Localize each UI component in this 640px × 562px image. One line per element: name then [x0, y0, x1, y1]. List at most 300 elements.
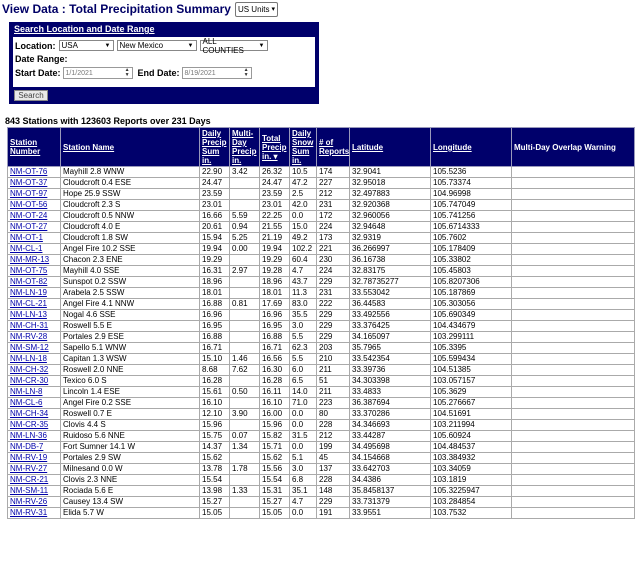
cell-daily-snow: 0.0: [290, 211, 317, 222]
cell-multiday-precip: 3.42: [230, 167, 260, 178]
cell-overlap-warning: [512, 453, 635, 464]
cell-longitude: 105.5236: [431, 167, 512, 178]
cell-longitude: 103.284854: [431, 497, 512, 508]
cell-daily-snow: 3.0: [290, 321, 317, 332]
units-select[interactable]: [235, 2, 278, 17]
cell-multiday-precip: 0.00: [230, 244, 260, 255]
cell-multiday-precip: [230, 508, 260, 519]
cell-multiday-precip: [230, 475, 260, 486]
cell-station-name: Chacon 2.3 ENE: [61, 255, 200, 266]
cell-latitude: 33.553042: [350, 288, 431, 299]
cell-daily-snow: 4.7: [290, 266, 317, 277]
cell-total-precip: 15.05: [260, 508, 290, 519]
cell-overlap-warning: [512, 167, 635, 178]
cell-station-number[interactable]: NM-OT-1: [8, 233, 61, 244]
cell-daily-snow: 10.5: [290, 167, 317, 178]
table-row: [8, 321, 635, 332]
cell-overlap-warning: [512, 200, 635, 211]
cell-station-name: Sunspot 0.2 SSW: [61, 277, 200, 288]
table-row: [8, 255, 635, 266]
cell-daily-precip: 23.59: [200, 189, 230, 200]
table-row: [8, 497, 635, 508]
cell-latitude: 33.9551: [350, 508, 431, 519]
cell-total-precip: 15.82: [260, 431, 290, 442]
cell-longitude: 103.211994: [431, 420, 512, 431]
cell-total-precip: 21.55: [260, 222, 290, 233]
cell-latitude: 32.920368: [350, 200, 431, 211]
table-row: [8, 310, 635, 321]
cell-longitude: 104.51691: [431, 409, 512, 420]
cell-daily-snow: 4.7: [290, 497, 317, 508]
cell-station-name: Texico 6.0 S: [61, 376, 200, 387]
county-select-value: ALL COUNTIES: [202, 36, 244, 55]
cell-total-precip: 16.71: [260, 343, 290, 354]
cell-daily-snow: 3.0: [290, 464, 317, 475]
cell-station-name: Roswell 2.0 NNE: [61, 365, 200, 376]
cell-total-precip: 22.25: [260, 211, 290, 222]
cell-num-reports: 45: [317, 453, 350, 464]
cell-latitude: 36.266997: [350, 244, 431, 255]
start-date-input[interactable]: [63, 67, 133, 79]
cell-station-number[interactable]: NM-CH-31: [8, 321, 61, 332]
cell-longitude: 105.187869: [431, 288, 512, 299]
cell-total-precip: 16.96: [260, 310, 290, 321]
cell-station-name: Cloudcroft 4.0 E: [61, 222, 200, 233]
cell-overlap-warning: [512, 376, 635, 387]
cell-station-number[interactable]: NM-CR-30: [8, 376, 61, 387]
table-row: [8, 266, 635, 277]
end-date-input[interactable]: [182, 67, 252, 79]
cell-overlap-warning: [512, 277, 635, 288]
cell-num-reports: 203: [317, 343, 350, 354]
cell-daily-precip: 15.62: [200, 453, 230, 464]
cell-longitude: 105.3225947: [431, 486, 512, 497]
table-row: [8, 464, 635, 475]
cell-station-number[interactable]: NM-CR-35: [8, 420, 61, 431]
table-row: [8, 178, 635, 189]
cell-num-reports: 211: [317, 365, 350, 376]
cell-num-reports: 191: [317, 508, 350, 519]
table-row: [8, 376, 635, 387]
cell-station-number[interactable]: NM-CL-1: [8, 244, 61, 255]
cell-latitude: 33.370286: [350, 409, 431, 420]
cell-station-number[interactable]: NM-RV-27: [8, 464, 61, 475]
cell-longitude: 105.7602: [431, 233, 512, 244]
cell-multiday-precip: 0.81: [230, 299, 260, 310]
cell-total-precip: 19.28: [260, 266, 290, 277]
cell-num-reports: 224: [317, 266, 350, 277]
cell-station-number[interactable]: NM-DB-7: [8, 442, 61, 453]
cell-multiday-precip: [230, 376, 260, 387]
cell-station-number[interactable]: NM-RV-26: [8, 497, 61, 508]
cell-total-precip: 15.56: [260, 464, 290, 475]
cell-station-name: Sapello 5.1 WNW: [61, 343, 200, 354]
cell-longitude: 105.60924: [431, 431, 512, 442]
cell-num-reports: 229: [317, 332, 350, 343]
table-row: [8, 189, 635, 200]
cell-latitude: 32.497883: [350, 189, 431, 200]
location-label: Location:: [15, 40, 56, 51]
cell-daily-precip: 22.90: [200, 167, 230, 178]
cell-num-reports: 211: [317, 387, 350, 398]
cell-overlap-warning: [512, 321, 635, 332]
header-latitude[interactable]: Latitude: [350, 128, 431, 167]
cell-multiday-precip: [230, 310, 260, 321]
cell-latitude: 35.7965: [350, 343, 431, 354]
table-row: [8, 508, 635, 519]
results-summary: 843 Stations with 123603 Reports over 231 Days: [5, 116, 211, 126]
cell-daily-snow: 43.7: [290, 277, 317, 288]
cell-station-number[interactable]: NM-OT-97: [8, 189, 61, 200]
cell-longitude: 103.1819: [431, 475, 512, 486]
cell-station-number[interactable]: NM-OT-76: [8, 167, 61, 178]
header-daily-snow[interactable]: Daily Snow Sum in.: [290, 128, 317, 167]
cell-latitude: 32.94648: [350, 222, 431, 233]
cell-daily-snow: 83.0: [290, 299, 317, 310]
cell-overlap-warning: [512, 233, 635, 244]
cell-multiday-precip: [230, 453, 260, 464]
cell-daily-precip: 15.96: [200, 420, 230, 431]
cell-longitude: 103.057157: [431, 376, 512, 387]
cell-station-number[interactable]: NM-RV-28: [8, 332, 61, 343]
cell-total-precip: 16.11: [260, 387, 290, 398]
cell-daily-snow: 0.0: [290, 508, 317, 519]
cell-overlap-warning: [512, 288, 635, 299]
cell-latitude: 33.642703: [350, 464, 431, 475]
cell-station-number[interactable]: NM-OT-75: [8, 266, 61, 277]
cell-total-precip: 19.29: [260, 255, 290, 266]
search-panel: [9, 22, 319, 104]
cell-daily-snow: 42.0: [290, 200, 317, 211]
cell-station-name: Cloudcroft 1.8 SW: [61, 233, 200, 244]
cell-station-name: Causey 13.4 SW: [61, 497, 200, 508]
table-row: [8, 475, 635, 486]
cell-station-name: Elida 5.7 W: [61, 508, 200, 519]
cell-station-name: Nogal 4.6 SSE: [61, 310, 200, 321]
cell-overlap-warning: [512, 431, 635, 442]
cell-longitude: 104.51385: [431, 365, 512, 376]
cell-station-name: Cloudcroft 2.3 S: [61, 200, 200, 211]
cell-daily-snow: 49.2: [290, 233, 317, 244]
table-row: [8, 288, 635, 299]
cell-longitude: 105.599434: [431, 354, 512, 365]
cell-num-reports: 229: [317, 277, 350, 288]
header-station-number[interactable]: Station Number: [8, 128, 61, 167]
header-station-name[interactable]: Station Name: [61, 128, 200, 167]
cell-daily-precip: 16.88: [200, 332, 230, 343]
cell-daily-snow: 0.0: [290, 409, 317, 420]
cell-longitude: 105.276667: [431, 398, 512, 409]
cell-num-reports: 230: [317, 255, 350, 266]
cell-overlap-warning: [512, 244, 635, 255]
cell-daily-snow: 5.5: [290, 354, 317, 365]
cell-station-name: Roswell 0.7 E: [61, 409, 200, 420]
cell-num-reports: 173: [317, 233, 350, 244]
cell-latitude: 32.83175: [350, 266, 431, 277]
cell-num-reports: 227: [317, 178, 350, 189]
cell-daily-snow: 35.1: [290, 486, 317, 497]
cell-daily-snow: 102.2: [290, 244, 317, 255]
cell-multiday-precip: 0.94: [230, 222, 260, 233]
cell-daily-precip: 18.01: [200, 288, 230, 299]
cell-daily-snow: 35.5: [290, 310, 317, 321]
cell-station-number[interactable]: NM-MR-13: [8, 255, 61, 266]
cell-num-reports: 172: [317, 211, 350, 222]
cell-daily-precip: 16.28: [200, 376, 230, 387]
cell-num-reports: 231: [317, 288, 350, 299]
cell-total-precip: 18.01: [260, 288, 290, 299]
state-select[interactable]: [117, 40, 197, 51]
cell-daily-snow: 62.3: [290, 343, 317, 354]
table-row: [8, 354, 635, 365]
cell-station-number[interactable]: NM-CR-21: [8, 475, 61, 486]
cell-total-precip: 17.69: [260, 299, 290, 310]
cell-overlap-warning: [512, 255, 635, 266]
cell-daily-precip: 19.29: [200, 255, 230, 266]
cell-station-number[interactable]: NM-SM-11: [8, 486, 61, 497]
cell-overlap-warning: [512, 178, 635, 189]
cell-station-name: Hope 25.9 SSW: [61, 189, 200, 200]
cell-num-reports: 174: [317, 167, 350, 178]
table-row: [8, 343, 635, 354]
table-row: [8, 211, 635, 222]
spinner-icon[interactable]: ▲ ▼: [243, 67, 249, 78]
table-row: [8, 222, 635, 233]
cell-num-reports: 137: [317, 464, 350, 475]
cell-total-precip: 24.47: [260, 178, 290, 189]
cell-latitude: 34.346693: [350, 420, 431, 431]
cell-latitude: 32.95018: [350, 178, 431, 189]
cell-multiday-precip: [230, 200, 260, 211]
cell-daily-precip: 15.54: [200, 475, 230, 486]
cell-longitude: 103.7532: [431, 508, 512, 519]
cell-daily-precip: 15.75: [200, 431, 230, 442]
cell-station-number[interactable]: NM-OT-56: [8, 200, 61, 211]
cell-daily-snow: 6.8: [290, 475, 317, 486]
cell-station-name: Portales 2.9 SW: [61, 453, 200, 464]
cell-longitude: 105.303056: [431, 299, 512, 310]
cell-overlap-warning: [512, 409, 635, 420]
cell-longitude: 105.73374: [431, 178, 512, 189]
cell-num-reports: 228: [317, 475, 350, 486]
cell-multiday-precip: 1.33: [230, 486, 260, 497]
cell-daily-precip: 16.10: [200, 398, 230, 409]
precipitation-table: [7, 127, 635, 519]
cell-latitude: 32.960056: [350, 211, 431, 222]
cell-station-name: Cloudcroft 0.5 NNW: [61, 211, 200, 222]
table-row: [8, 486, 635, 497]
cell-station-name: Mayhill 4.0 SSE: [61, 266, 200, 277]
cell-multiday-precip: 2.97: [230, 266, 260, 277]
search-panel-body: [13, 37, 315, 87]
date-range-row: [15, 54, 68, 64]
cell-overlap-warning: [512, 211, 635, 222]
cell-station-name: Milnesand 0.0 W: [61, 464, 200, 475]
cell-station-number[interactable]: NM-LN-19: [8, 288, 61, 299]
cell-station-number[interactable]: NM-RV-19: [8, 453, 61, 464]
header-num-reports[interactable]: # of Reports: [317, 128, 350, 167]
cell-overlap-warning: [512, 398, 635, 409]
cell-station-name: Ruidoso 5.6 NNE: [61, 431, 200, 442]
search-button[interactable]: Search: [14, 90, 48, 101]
cell-longitude: 104.484537: [431, 442, 512, 453]
cell-daily-precip: 23.01: [200, 200, 230, 211]
cell-daily-precip: 16.31: [200, 266, 230, 277]
cell-station-name: Fort Sumner 14.1 W: [61, 442, 200, 453]
cell-daily-snow: 60.4: [290, 255, 317, 266]
cell-station-number[interactable]: NM-LN-13: [8, 310, 61, 321]
cell-station-name: Angel Fire 4.1 NNW: [61, 299, 200, 310]
table-row: [8, 409, 635, 420]
cell-station-name: Roswell 5.5 E: [61, 321, 200, 332]
cell-longitude: 105.178409: [431, 244, 512, 255]
header-longitude[interactable]: Longitude: [431, 128, 512, 167]
cell-station-number[interactable]: NM-RV-31: [8, 508, 61, 519]
cell-daily-precip: 24.47: [200, 178, 230, 189]
cell-daily-snow: 11.3: [290, 288, 317, 299]
cell-daily-snow: 6.0: [290, 365, 317, 376]
table-row: [8, 277, 635, 288]
cell-latitude: 33.731379: [350, 497, 431, 508]
cell-daily-snow: 47.2: [290, 178, 317, 189]
cell-station-number[interactable]: NM-LN-36: [8, 431, 61, 442]
end-date-label: End Date:: [137, 68, 180, 78]
cell-daily-precip: 18.96: [200, 277, 230, 288]
cell-daily-precip: 20.61: [200, 222, 230, 233]
cell-latitude: 32.9041: [350, 167, 431, 178]
cell-num-reports: 148: [317, 486, 350, 497]
cell-station-number[interactable]: NM-CH-34: [8, 409, 61, 420]
cell-overlap-warning: [512, 189, 635, 200]
cell-total-precip: 15.71: [260, 442, 290, 453]
header-total-precip[interactable]: Total Precip in. ▾: [260, 128, 290, 167]
start-date-value: 1/1/2021: [65, 69, 93, 77]
cell-longitude: 105.45803: [431, 266, 512, 277]
spinner-icon[interactable]: ▲ ▼: [124, 67, 130, 78]
county-select[interactable]: [200, 36, 268, 55]
table-row: [8, 200, 635, 211]
chevron-down-icon: ▾: [271, 6, 276, 13]
cell-multiday-precip: [230, 420, 260, 431]
table-row: [8, 167, 635, 178]
cell-multiday-precip: 3.90: [230, 409, 260, 420]
cell-daily-precip: 14.37: [200, 442, 230, 453]
cell-overlap-warning: [512, 442, 635, 453]
cell-longitude: 103.299111: [431, 332, 512, 343]
cell-daily-precip: 13.78: [200, 464, 230, 475]
search-panel-header: Search Location and Date Range: [14, 24, 155, 34]
cell-daily-snow: 2.5: [290, 189, 317, 200]
cell-multiday-precip: 1.46: [230, 354, 260, 365]
cell-longitude: 103.384932: [431, 453, 512, 464]
cell-total-precip: 15.96: [260, 420, 290, 431]
country-select[interactable]: [59, 40, 114, 51]
cell-latitude: 34.154668: [350, 453, 431, 464]
cell-latitude: 35.8458137: [350, 486, 431, 497]
cell-station-number[interactable]: NM-CL-6: [8, 398, 61, 409]
cell-station-number[interactable]: NM-OT-27: [8, 222, 61, 233]
header-overlap-warning: Multi-Day Overlap Warning: [512, 128, 635, 167]
cell-latitude: 33.492556: [350, 310, 431, 321]
cell-total-precip: 15.62: [260, 453, 290, 464]
cell-station-number[interactable]: NM-LN-8: [8, 387, 61, 398]
table-row: [8, 332, 635, 343]
cell-daily-snow: 6.5: [290, 376, 317, 387]
table-row: [8, 431, 635, 442]
cell-multiday-precip: [230, 189, 260, 200]
cell-latitude: 33.376425: [350, 321, 431, 332]
cell-station-number[interactable]: NM-OT-82: [8, 277, 61, 288]
cell-station-number[interactable]: NM-SM-12: [8, 343, 61, 354]
cell-daily-precip: 16.88: [200, 299, 230, 310]
cell-daily-snow: 5.5: [290, 332, 317, 343]
cell-station-name: Angel Fire 0.2 SSE: [61, 398, 200, 409]
table-row: [8, 233, 635, 244]
cell-num-reports: 223: [317, 398, 350, 409]
cell-overlap-warning: [512, 475, 635, 486]
cell-station-number[interactable]: NM-CL-21: [8, 299, 61, 310]
cell-latitude: 36.387694: [350, 398, 431, 409]
cell-multiday-precip: 0.50: [230, 387, 260, 398]
cell-total-precip: 16.28: [260, 376, 290, 387]
cell-daily-snow: 31.5: [290, 431, 317, 442]
cell-daily-precip: 15.05: [200, 508, 230, 519]
cell-overlap-warning: [512, 222, 635, 233]
cell-station-number[interactable]: NM-OT-37: [8, 178, 61, 189]
cell-station-number[interactable]: NM-LN-18: [8, 354, 61, 365]
cell-overlap-warning: [512, 266, 635, 277]
cell-multiday-precip: [230, 277, 260, 288]
cell-daily-precip: 15.94: [200, 233, 230, 244]
cell-daily-snow: 0.0: [290, 442, 317, 453]
cell-station-name: Arabela 2.5 SSW: [61, 288, 200, 299]
cell-longitude: 105.33802: [431, 255, 512, 266]
cell-total-precip: 19.94: [260, 244, 290, 255]
cell-station-name: Lincoln 1.4 ESE: [61, 387, 200, 398]
cell-overlap-warning: [512, 387, 635, 398]
cell-multiday-precip: [230, 343, 260, 354]
cell-latitude: 36.16738: [350, 255, 431, 266]
cell-total-precip: 16.88: [260, 332, 290, 343]
start-date-label: Start Date:: [15, 68, 61, 78]
cell-num-reports: 228: [317, 420, 350, 431]
cell-daily-snow: 71.0: [290, 398, 317, 409]
cell-total-precip: 18.96: [260, 277, 290, 288]
cell-num-reports: 212: [317, 431, 350, 442]
cell-latitude: 33.39736: [350, 365, 431, 376]
header-daily-precip[interactable]: Daily Precip Sum in.: [200, 128, 230, 167]
cell-daily-precip: 15.10: [200, 354, 230, 365]
location-row: [15, 36, 268, 55]
cell-station-number[interactable]: NM-OT-24: [8, 211, 61, 222]
cell-daily-snow: 15.0: [290, 222, 317, 233]
cell-daily-precip: 8.68: [200, 365, 230, 376]
cell-station-number[interactable]: NM-CH-32: [8, 365, 61, 376]
cell-total-precip: 16.56: [260, 354, 290, 365]
cell-latitude: 32.9319: [350, 233, 431, 244]
cell-latitude: 34.495698: [350, 442, 431, 453]
cell-overlap-warning: [512, 486, 635, 497]
cell-num-reports: 80: [317, 409, 350, 420]
table-row: [8, 420, 635, 431]
chevron-down-icon: ▼: [104, 42, 111, 49]
cell-multiday-precip: [230, 398, 260, 409]
chevron-down-icon: ▼: [187, 42, 194, 49]
header-multiday-precip[interactable]: Multi-Day Precip in.: [230, 128, 260, 167]
units-select-value: US Units: [237, 4, 270, 14]
cell-daily-precip: 16.95: [200, 321, 230, 332]
cell-daily-precip: 13.98: [200, 486, 230, 497]
